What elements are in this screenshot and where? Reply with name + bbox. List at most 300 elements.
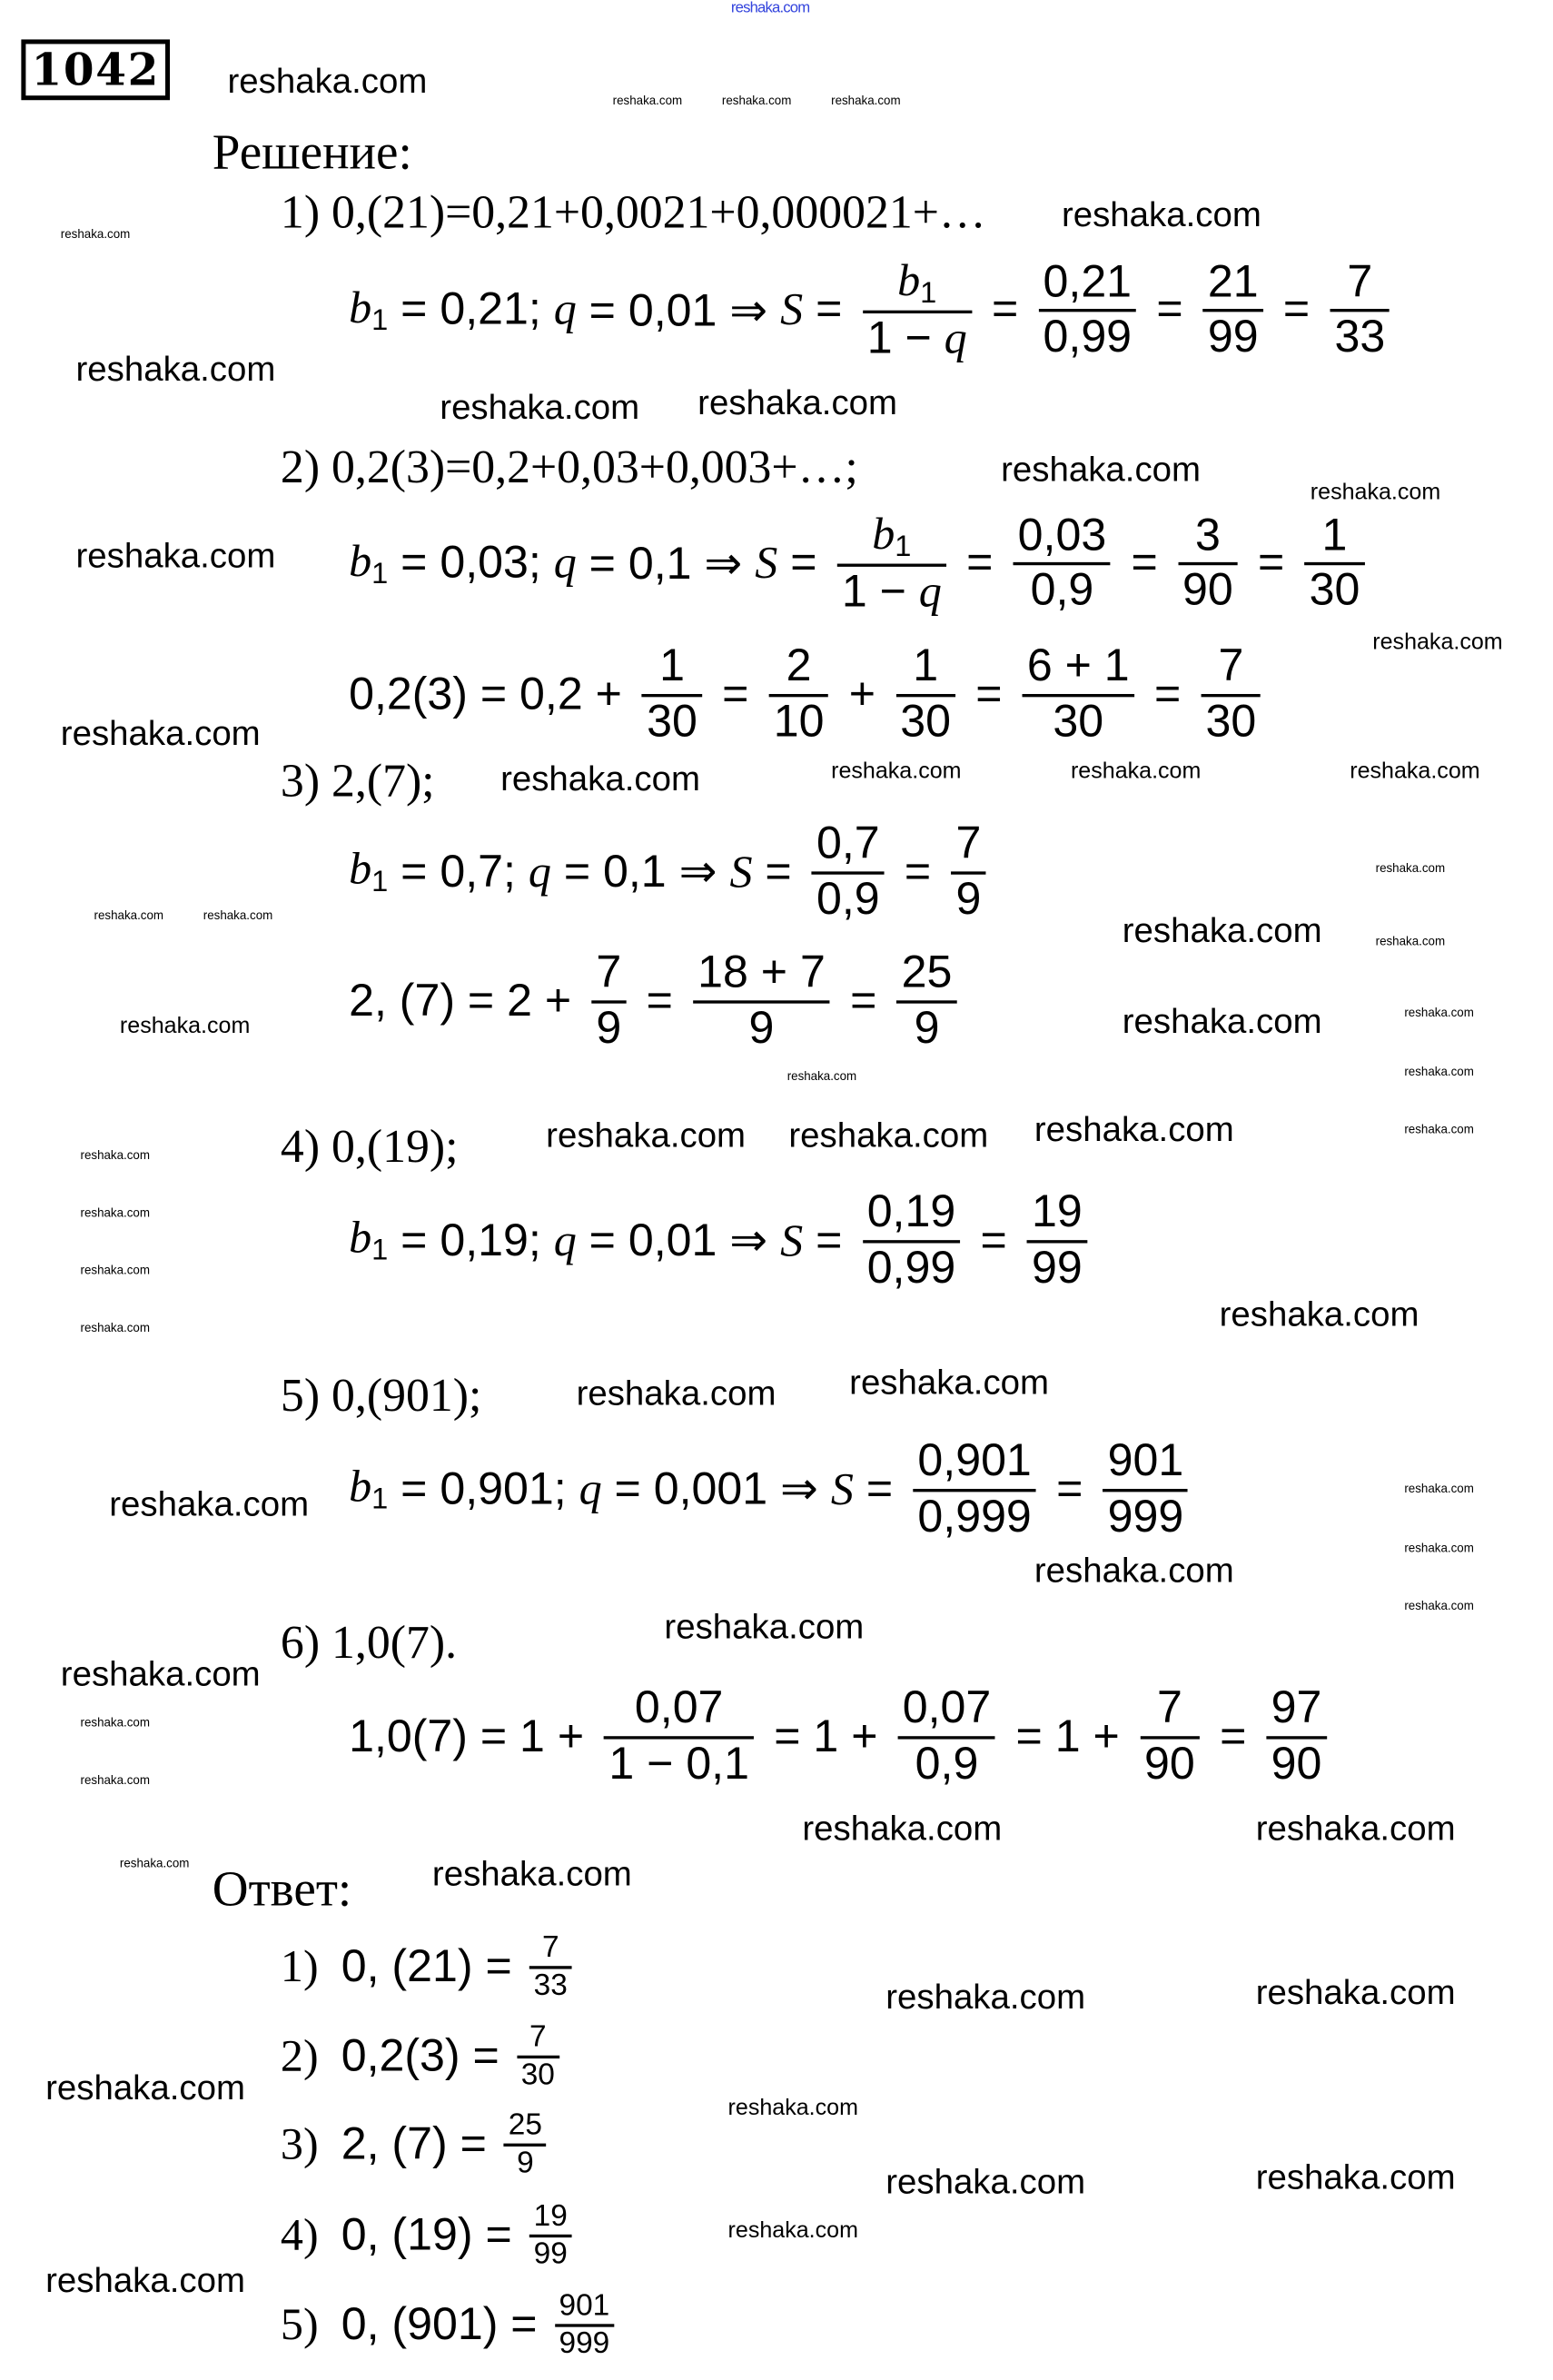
math-text: 19: [1032, 1186, 1083, 1237]
variable-b: b: [349, 1462, 372, 1512]
numerator: [898, 1683, 996, 1736]
math-text: 7: [1218, 640, 1244, 691]
answer-label: 3): [280, 2118, 341, 2169]
step-5-header: 5) 0,(901);: [280, 1368, 482, 1422]
math-text: 0,21: [1043, 257, 1133, 308]
fraction: [769, 641, 829, 749]
math-variable: [349, 1213, 388, 1269]
watermark-text: reshaka.com: [45, 2260, 245, 2300]
math-text: =: [892, 846, 945, 897]
watermark-text: reshaka.com: [802, 1808, 1003, 1848]
variable-q: q: [553, 538, 577, 589]
math-text: 0,03: [1017, 510, 1107, 561]
watermark-text: reshaka.com: [80, 1321, 150, 1335]
watermark-text: reshaka.com: [612, 94, 683, 108]
fraction: [1103, 1436, 1189, 1544]
math-text: 18 + 7: [697, 947, 826, 997]
variable-S: S: [830, 1463, 854, 1514]
fraction: [1305, 511, 1365, 619]
numerator: [504, 2108, 547, 2143]
subscript: 1: [371, 557, 389, 591]
math-text: 33: [1334, 312, 1386, 363]
denominator: [554, 2327, 614, 2362]
watermark-text: reshaka.com: [500, 758, 700, 798]
math-text: 9: [955, 873, 982, 924]
watermark-text: reshaka.com: [1404, 1065, 1474, 1079]
solution-heading: Решение:: [212, 125, 412, 181]
variable-q: q: [918, 567, 942, 618]
variable-b: b: [897, 255, 921, 306]
numerator: [529, 2199, 572, 2234]
step-2-equation: [349, 641, 1269, 749]
math-variable: [780, 1215, 803, 1267]
watermark-text: reshaka.com: [697, 382, 898, 422]
math-text: = 0,7;: [388, 846, 529, 897]
math-text: 9: [914, 1002, 940, 1053]
math-text: 2, (7) =: [341, 2118, 500, 2169]
math-text: 1 − 0,1: [608, 1738, 749, 1789]
watermark-text: reshaka.com: [60, 712, 261, 753]
watermark-text: reshaka.com: [664, 1606, 865, 1646]
subscript: 1: [371, 303, 389, 338]
subscript: 1: [371, 1234, 389, 1268]
numerator: [1039, 257, 1137, 310]
math-text: =: [777, 538, 830, 589]
watermark-text: reshaka.com: [1122, 909, 1322, 950]
watermark-text: reshaka.com: [203, 908, 273, 923]
math-text: 30: [900, 696, 952, 747]
math-text: = 0,19;: [388, 1215, 554, 1265]
math-text: 1 −: [866, 313, 945, 364]
watermark-text: reshaka.com: [80, 1205, 150, 1220]
watermark-text: reshaka.com: [1070, 758, 1202, 785]
watermark-text: reshaka.com: [786, 1069, 857, 1084]
math-text: 1 −: [841, 567, 919, 618]
step-3-header: 3) 2,(7);: [280, 753, 435, 808]
watermark-text: reshaka.com: [831, 758, 962, 785]
answer-label: 1): [280, 1941, 341, 1992]
fraction: [895, 641, 955, 749]
answer-heading: Ответ:: [212, 1862, 352, 1918]
math-text: 7: [1347, 257, 1373, 308]
variable-q: q: [528, 846, 551, 897]
numerator: [1152, 1683, 1187, 1736]
numerator: [863, 1187, 961, 1240]
math-text: 0,9: [1030, 565, 1094, 616]
math-variable: [554, 1215, 577, 1267]
denominator: [895, 696, 955, 749]
step-3-equation: [349, 947, 964, 1056]
watermark-text: reshaka.com: [94, 908, 164, 923]
math-text: 90: [1144, 1738, 1195, 1789]
watermark-text: reshaka.com: [60, 227, 131, 242]
fraction: [1267, 1683, 1327, 1791]
variable-q: q: [553, 1215, 577, 1265]
math-text: 99: [533, 2237, 568, 2271]
math-variable: [755, 539, 777, 590]
watermark-text: reshaka.com: [1255, 1971, 1456, 2012]
math-text: = 0,03;: [388, 538, 554, 589]
denominator: [911, 1739, 984, 1791]
denominator: [642, 696, 702, 749]
watermark-text: reshaka.com: [849, 1362, 1050, 1403]
denominator: [1103, 1492, 1189, 1544]
numerator: [867, 509, 915, 564]
fraction: [812, 818, 885, 927]
math-text: =: [633, 975, 686, 1026]
math-text: 0,9: [915, 1738, 979, 1789]
denominator: [1305, 566, 1365, 619]
math-variable: [729, 847, 752, 898]
math-variable: [831, 1463, 854, 1515]
numerator: [1027, 1187, 1087, 1240]
math-text: 0,901: [917, 1435, 1032, 1486]
watermark-text: reshaka.com: [80, 1264, 150, 1278]
math-text: =: [709, 669, 762, 719]
math-variable: [919, 567, 942, 620]
step-4-equation: [349, 1187, 1094, 1295]
math-text: 99: [1032, 1242, 1083, 1293]
math-variable: [554, 539, 577, 590]
fraction: [1330, 257, 1390, 365]
subscript: 1: [371, 1483, 389, 1516]
variable-b: b: [349, 844, 372, 895]
watermark-text: reshaka.com: [1061, 193, 1261, 234]
fraction: [1178, 511, 1238, 619]
problem-number: 1042: [21, 39, 170, 100]
math-variable: [579, 1463, 602, 1515]
watermark-text: reshaka.com: [730, 0, 810, 17]
math-text: 90: [1182, 565, 1233, 616]
denominator: [1203, 312, 1263, 365]
watermark-text: reshaka.com: [119, 1856, 190, 1871]
math-text: = 1 +: [1003, 1711, 1133, 1761]
variable-S: S: [780, 284, 804, 336]
watermark-text: reshaka.com: [119, 1013, 251, 1039]
watermark-text: reshaka.com: [1255, 1808, 1456, 1848]
watermark-text: reshaka.com: [75, 535, 276, 575]
variable-q: q: [944, 313, 967, 364]
math-variable: [780, 285, 803, 337]
math-text: =: [963, 669, 1015, 719]
math-text: 0, (901) =: [341, 2299, 550, 2350]
watermark-text: reshaka.com: [440, 386, 640, 427]
numerator: [893, 256, 941, 312]
fraction: [529, 1931, 572, 2004]
math-text: 0,99: [866, 1242, 956, 1293]
variable-S: S: [755, 538, 778, 589]
watermark-text: reshaka.com: [45, 2068, 245, 2107]
watermark-text: reshaka.com: [546, 1115, 747, 1155]
watermark-text: reshaka.com: [80, 1148, 150, 1163]
step-1-equation: [349, 256, 1397, 367]
denominator: [529, 1969, 572, 2004]
math-text: 30: [1053, 696, 1104, 747]
math-variable: [945, 314, 967, 367]
math-text: =: [1207, 1711, 1260, 1761]
numerator: [1014, 511, 1112, 563]
math-text: +: [836, 669, 888, 719]
answer-item: [281, 2199, 577, 2272]
math-text: =: [837, 975, 890, 1026]
math-text: 0,07: [634, 1682, 724, 1733]
denominator: [812, 874, 885, 927]
math-variable: [897, 256, 936, 312]
math-text: 0,999: [917, 1491, 1032, 1542]
math-text: =: [1143, 284, 1196, 336]
math-text: = 1 +: [761, 1711, 891, 1761]
numerator: [525, 2020, 551, 2055]
math-text: = 0,01 ⇒: [576, 285, 781, 336]
math-variable: [554, 285, 577, 337]
math-text: 6 + 1: [1026, 640, 1130, 691]
denominator: [1039, 312, 1137, 365]
fraction: [1201, 641, 1261, 749]
watermark-text: reshaka.com: [1219, 1294, 1419, 1334]
math-text: 1,0(7) = 1 +: [349, 1711, 598, 1761]
math-text: 0,07: [902, 1682, 992, 1733]
denominator: [1267, 1739, 1327, 1791]
denominator: [604, 1739, 754, 1791]
numerator: [913, 1436, 1035, 1489]
math-text: =: [803, 284, 856, 336]
answer-label: 2): [280, 2031, 341, 2082]
fraction: [863, 1187, 961, 1295]
watermark-text: reshaka.com: [1404, 1541, 1474, 1555]
math-text: =: [752, 846, 805, 897]
numerator: [897, 947, 957, 1000]
math-text: 25: [901, 947, 953, 997]
step-2-equation: [349, 509, 1372, 620]
fraction: [1140, 1683, 1200, 1791]
fraction: [517, 2020, 559, 2093]
math-text: 0, (19) =: [341, 2210, 525, 2261]
numerator: [782, 641, 816, 694]
subscript: 1: [895, 530, 912, 564]
step-4-header: 4) 0,(19);: [280, 1119, 459, 1173]
answer-label: 4): [280, 2210, 341, 2261]
watermark-text: reshaka.com: [1034, 1550, 1234, 1591]
math-text: = 0,01 ⇒: [576, 1215, 781, 1266]
watermark-text: reshaka.com: [1255, 2157, 1456, 2197]
math-text: 1: [1321, 510, 1348, 561]
watermark-text: reshaka.com: [885, 1976, 1086, 2017]
variable-b: b: [349, 1213, 372, 1264]
math-text: 1: [659, 640, 685, 691]
denominator: [1201, 696, 1261, 749]
math-text: =: [979, 284, 1032, 336]
math-text: 19: [533, 2199, 568, 2234]
math-text: 9: [596, 1002, 622, 1053]
denominator: [512, 2147, 539, 2181]
math-text: =: [1044, 1463, 1096, 1514]
watermark-text: reshaka.com: [1404, 1006, 1474, 1020]
math-text: =: [853, 1463, 906, 1514]
math-text: 7: [596, 947, 622, 997]
math-text: 999: [1107, 1491, 1184, 1542]
fraction: [1027, 1187, 1087, 1295]
watermark-text: reshaka.com: [1372, 630, 1503, 656]
variable-S: S: [729, 846, 753, 897]
watermark-text: reshaka.com: [1310, 479, 1441, 506]
denominator: [1140, 1739, 1200, 1791]
math-text: = 0,001 ⇒: [601, 1464, 831, 1515]
numerator: [1023, 641, 1134, 694]
math-text: 7: [955, 818, 982, 869]
numerator: [1318, 511, 1352, 563]
answer-item: [281, 2108, 551, 2181]
subscript: 1: [920, 276, 937, 311]
numerator: [655, 641, 689, 694]
math-text: =: [954, 538, 1006, 589]
denominator: [863, 314, 972, 367]
watermark-text: reshaka.com: [1375, 861, 1446, 876]
numerator: [812, 818, 885, 871]
variable-b: b: [349, 283, 372, 333]
numerator: [1267, 1683, 1327, 1736]
fraction: [863, 256, 972, 367]
math-text: 7: [1156, 1682, 1182, 1733]
watermark-text: reshaka.com: [1404, 1482, 1474, 1496]
answer-item: [281, 1931, 577, 2004]
denominator: [1026, 566, 1099, 619]
variable-b: b: [349, 536, 372, 587]
numerator: [951, 818, 985, 871]
math-text: = 0,901;: [388, 1463, 579, 1514]
math-text: 0, (21) =: [341, 1941, 525, 1992]
numerator: [1342, 257, 1377, 310]
watermark-text: reshaka.com: [1404, 1122, 1474, 1136]
denominator: [951, 874, 985, 927]
numerator: [1213, 641, 1248, 694]
math-text: 7: [541, 1930, 559, 1965]
math-text: =: [967, 1215, 1020, 1265]
watermark-text: reshaka.com: [727, 2217, 858, 2244]
step-3-equation: [349, 818, 994, 927]
math-variable: [349, 283, 388, 340]
math-text: 0,9: [816, 873, 880, 924]
math-text: = 0,1 ⇒: [550, 847, 730, 897]
fraction: [504, 2108, 547, 2181]
math-text: 901: [1107, 1435, 1184, 1486]
variable-q: q: [579, 1463, 602, 1514]
math-variable: [529, 847, 551, 898]
answer-item: [281, 2020, 564, 2093]
numerator: [1103, 1436, 1189, 1489]
denominator: [591, 1003, 626, 1056]
watermark-text: reshaka.com: [1375, 934, 1446, 948]
variable-q: q: [553, 284, 577, 336]
math-text: 30: [647, 696, 697, 747]
fraction: [554, 2289, 614, 2362]
fraction: [591, 947, 626, 1056]
subscript: 1: [371, 865, 389, 899]
math-text: 0,99: [1043, 312, 1133, 363]
numerator: [693, 947, 830, 1000]
math-variable: [349, 844, 388, 900]
math-text: 9: [748, 1002, 775, 1053]
math-text: 10: [773, 696, 825, 747]
watermark-text: reshaka.com: [788, 1115, 989, 1155]
denominator: [863, 1243, 961, 1295]
math-text: =: [803, 1215, 856, 1265]
math-text: 0,2(3) =: [341, 2031, 512, 2082]
math-text: 30: [1205, 696, 1257, 747]
math-text: =: [1118, 538, 1171, 589]
watermark-text: reshaka.com: [1034, 1108, 1234, 1149]
math-text: 2: [786, 640, 812, 691]
numerator: [908, 641, 943, 694]
watermark-text: reshaka.com: [1350, 758, 1480, 785]
fraction: [837, 509, 946, 620]
watermark-text: reshaka.com: [885, 2161, 1086, 2202]
denominator: [745, 1003, 779, 1056]
math-text: 0,2(3) = 0,2 +: [349, 669, 635, 719]
math-text: =: [1142, 669, 1194, 719]
fraction: [897, 947, 957, 1056]
math-text: 7: [529, 2020, 547, 2055]
numerator: [591, 947, 626, 1000]
math-text: 901: [559, 2288, 610, 2323]
watermark-text: reshaka.com: [80, 1715, 150, 1730]
numerator: [554, 2289, 614, 2324]
variable-b: b: [872, 509, 895, 560]
fraction: [898, 1683, 996, 1791]
math-text: 25: [508, 2108, 542, 2142]
math-text: 97: [1271, 1682, 1322, 1733]
math-text: 999: [559, 2326, 610, 2361]
math-text: 99: [1207, 312, 1259, 363]
watermark-text: reshaka.com: [1404, 1599, 1474, 1613]
denominator: [769, 696, 829, 749]
math-text: 1: [913, 640, 939, 691]
fraction: [951, 818, 985, 927]
math-text: 9: [517, 2146, 534, 2180]
step-6-equation: [349, 1683, 1334, 1791]
math-text: 33: [533, 1968, 568, 2003]
fraction: [1014, 511, 1112, 619]
watermark-text: reshaka.com: [1122, 1001, 1322, 1041]
math-text: = 0,21;: [388, 284, 554, 336]
watermark-text: reshaka.com: [1001, 449, 1202, 489]
watermark-text: reshaka.com: [109, 1483, 310, 1523]
step-5-equation: [349, 1436, 1196, 1544]
math-text: 30: [1309, 565, 1360, 616]
fraction: [693, 947, 830, 1056]
watermark-text: reshaka.com: [60, 1653, 261, 1693]
numerator: [1191, 511, 1225, 563]
step-1-header: 1) 0,(21)=0,21+0,0021+0,000021+…: [280, 184, 986, 239]
fraction: [642, 641, 702, 749]
watermark-text: reshaka.com: [576, 1373, 776, 1413]
fraction: [913, 1436, 1035, 1544]
denominator: [837, 567, 946, 620]
math-text: 3: [1194, 510, 1221, 561]
watermark-text: reshaka.com: [721, 94, 792, 108]
denominator: [913, 1492, 1035, 1544]
variable-S: S: [780, 1215, 804, 1265]
math-text: 0,7: [816, 818, 880, 869]
math-text: =: [1245, 538, 1298, 589]
watermark-text: reshaka.com: [227, 60, 428, 101]
watermark-text: reshaka.com: [831, 94, 901, 108]
step-2-header: 2) 0,2(3)=0,2+0,03+0,003+…;: [280, 440, 858, 493]
math-text: 0,19: [866, 1186, 956, 1237]
watermark-text: reshaka.com: [80, 1773, 150, 1788]
numerator: [1203, 257, 1263, 310]
denominator: [517, 2058, 559, 2093]
math-text: = 0,1 ⇒: [576, 539, 756, 590]
